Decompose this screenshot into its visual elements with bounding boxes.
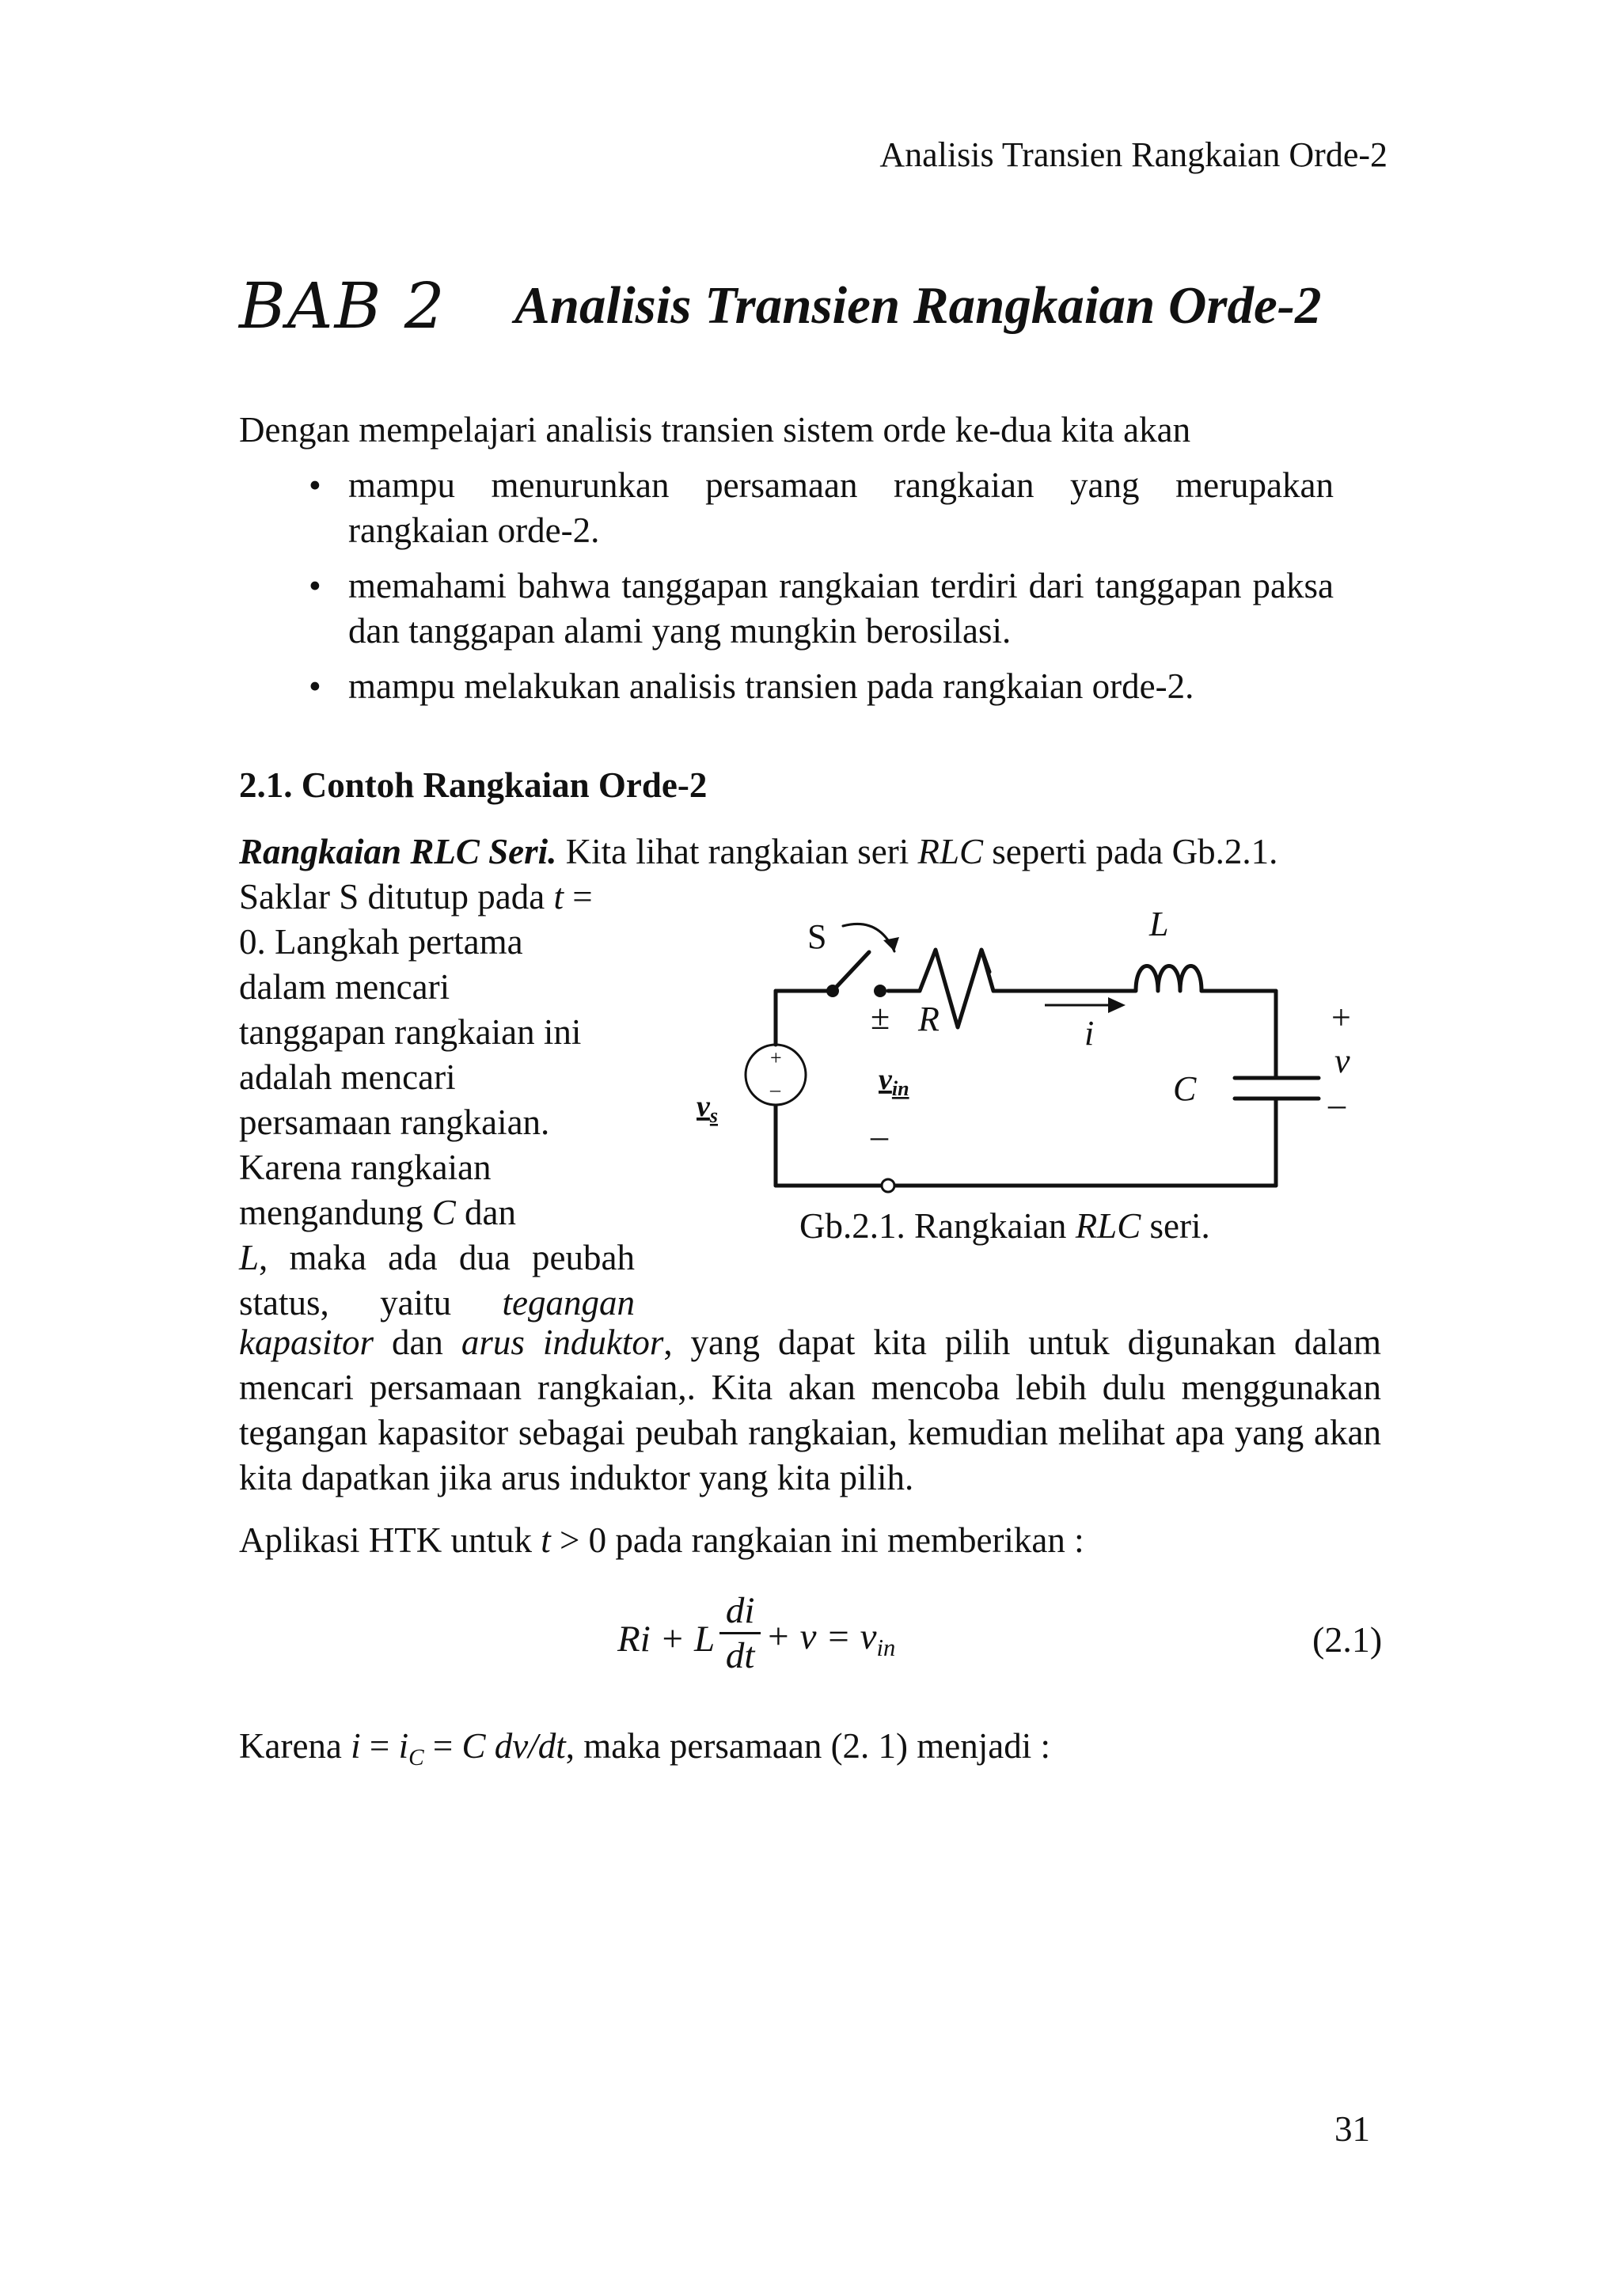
column-line: 0. Langkah pertama bbox=[239, 922, 523, 962]
chapter-title: Analisis Transien Rangkaian Orde-2 bbox=[514, 276, 1322, 335]
v-minus-label: – bbox=[1328, 1085, 1346, 1124]
intro-text: Dengan mempelajari analisis transien sistem orde ke-dua kita akan bbox=[239, 410, 1191, 450]
column-line: persamaan rangkaian. bbox=[239, 1102, 550, 1142]
chapter-label: BAB 2 bbox=[239, 269, 446, 343]
column-line: Karena rangkaian bbox=[239, 1148, 492, 1187]
lead-bold: Rangkaian RLC Seri. bbox=[239, 832, 557, 871]
vs-label: $v_s$ bbox=[697, 1090, 718, 1127]
fraction-numerator: di bbox=[725, 1590, 755, 1631]
section-heading: 2.1. Contoh Rangkaian Orde-2 bbox=[239, 765, 708, 805]
equation-number: (2.1) bbox=[1312, 1619, 1383, 1660]
column-line: dalam mencari bbox=[239, 967, 450, 1007]
lead-text-end: seperti pada Gb.2.1. bbox=[982, 832, 1278, 871]
paragraph-lead bbox=[239, 829, 1277, 875]
figure-caption: Gb.2.1. Rangkaian RLC seri. bbox=[799, 1206, 1210, 1246]
switch-terminal bbox=[874, 985, 886, 997]
wire bbox=[981, 950, 1136, 991]
switch-terminal bbox=[826, 985, 839, 997]
column-line: tanggapan rangkaian ini bbox=[239, 1012, 582, 1052]
column-line: status, yaitu tegangan bbox=[239, 1283, 635, 1323]
column-line: L, maka ada dua peubah bbox=[239, 1238, 635, 1277]
v-label: v bbox=[1334, 1042, 1350, 1080]
inductor-label: L bbox=[1149, 905, 1169, 943]
running-header: Analisis Transien Rangkaian Orde-2 bbox=[879, 135, 1388, 174]
paragraph-htk: Aplikasi HTK untuk t > 0 pada rangkaian ini memberikan : bbox=[239, 1520, 1084, 1560]
switch-label: S bbox=[807, 917, 827, 956]
column-line: adalah mencari bbox=[239, 1057, 456, 1097]
fraction-denominator: dt bbox=[725, 1635, 755, 1676]
lead-rlc: RLC bbox=[917, 832, 983, 871]
resistor-label: R bbox=[918, 1000, 940, 1038]
objective-item: • mampu melakukan analisis transien pada rangkaian orde-2. bbox=[309, 664, 1334, 709]
wrapped-column-text bbox=[239, 875, 635, 1326]
source-plus: + bbox=[770, 1046, 782, 1069]
current-label: i bbox=[1084, 1014, 1095, 1053]
page-number: 31 bbox=[1334, 2109, 1370, 2149]
column-line: mengandung C dan bbox=[239, 1193, 516, 1232]
lead-text: Kita lihat rangkaian seri bbox=[556, 832, 918, 871]
vin-label: $v_{in}$ bbox=[879, 1063, 909, 1100]
switch-arrow-icon bbox=[883, 937, 899, 951]
paragraph-karena: Karena $i = i_C = C$ dv/dt, maka persamaan (2. 1) menjadi : bbox=[239, 1726, 1051, 1770]
v-plus-label: + bbox=[1331, 998, 1351, 1037]
terminal-open bbox=[882, 1179, 894, 1192]
vin-plus-label: ± bbox=[871, 998, 890, 1037]
capacitor-label: C bbox=[1173, 1069, 1197, 1108]
inductor bbox=[1136, 966, 1202, 992]
rlc-circuit-diagram bbox=[681, 902, 1393, 1203]
current-arrowhead-icon bbox=[1108, 997, 1126, 1013]
equation-2-1 bbox=[617, 1591, 895, 1676]
source-minus: – bbox=[770, 1078, 780, 1101]
paragraph-continuation: kapasitor dan arus induktor, yang dapat kita pilih untuk digunakan dalam mencari persamaan rangkaian,. Kita akan mencoba lebih dulu menggunakan tegangan kapasitor sebagai peubah rangkaian, kemudian melihat apa yang akan kita dapatkan jika arus induktor yang kita pilih. bbox=[239, 1323, 1381, 1497]
objective-item: • memahami bahwa tanggapan rangkaian terdiri dari tanggapan paksa dan tanggapan alami yang mungkin berosilasi. bbox=[309, 564, 1334, 654]
equation-right: + $v = v_{in}$ bbox=[765, 1615, 896, 1662]
switch-arc bbox=[843, 924, 894, 951]
column-line: Saklar S ditutup pada t = bbox=[239, 877, 593, 917]
objective-item: • mampu menurunkan persamaan rangkaian yang merupakan rangkaian orde-2. bbox=[309, 463, 1334, 553]
switch-blade bbox=[833, 952, 869, 991]
equation-left: Ri + L bbox=[617, 1618, 716, 1660]
vin-minus-label: – bbox=[871, 1117, 888, 1156]
objectives-list bbox=[309, 463, 1334, 719]
